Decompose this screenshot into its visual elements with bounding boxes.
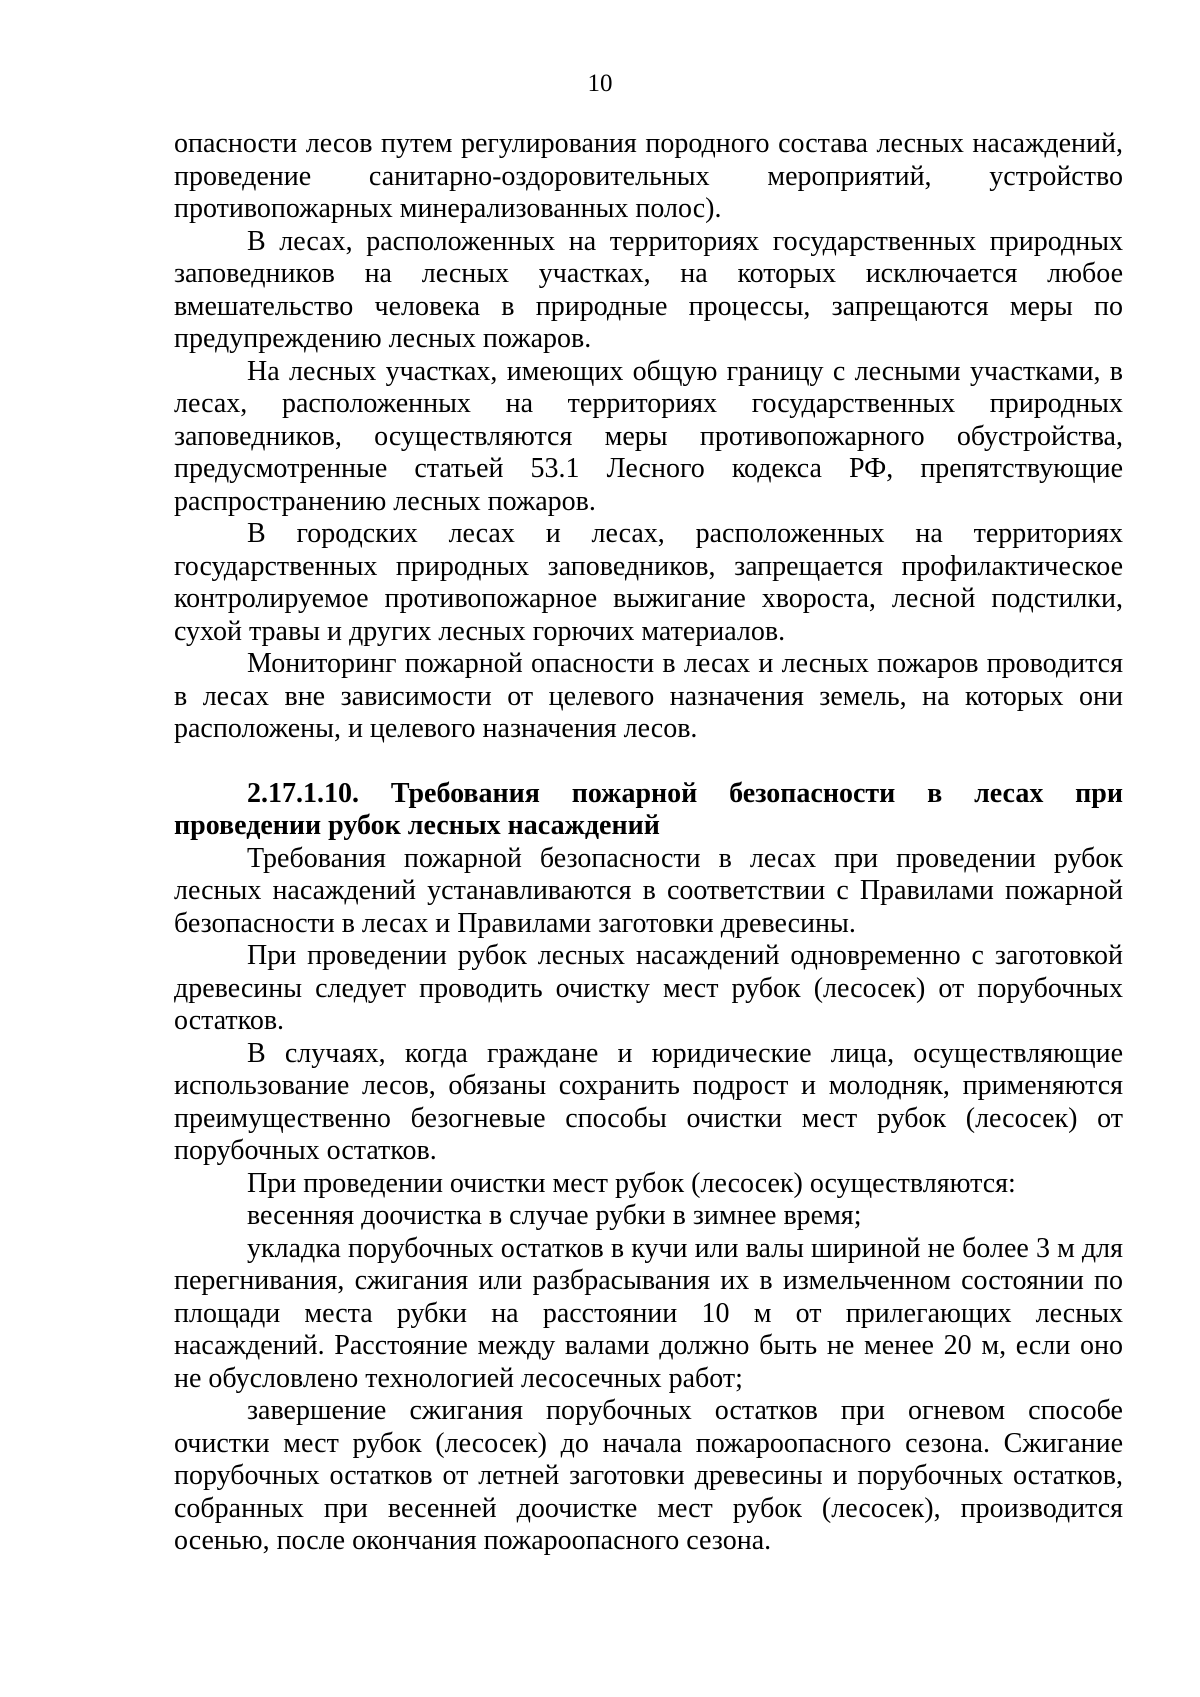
paragraph-monitoring: Мониторинг пожарной опасности в лесах и лесных пожаров проводится в лесах вне зависимости от целевого назначения земель, на которых они расположены, и целевого назначения лесов.: [174, 648, 1123, 744]
list-item-burning-completion: завершение сжигания порубочных остатков при огневом способе очистки мест рубок (лесосек) до начала пожароопасного сезона. Сжигание порубочных остатков от летней заготовки древесины и порубочных остатков, собранных при весенней доочистке мест рубок (лесосек), производится осенью, после окончания пожароопасного сезона.: [174, 1395, 1123, 1556]
section-heading: 2.17.1.10. Требования пожарной безопасности в лесах при проведении рубок лесных насаждений: [174, 777, 1123, 841]
section-spacer: [174, 746, 1123, 778]
paragraph-reserves-prohibition: В лесах, расположенных на территориях государственных природных заповедников на лесных участках, на которых исключается любое вмешательство человека в природные процессы, запрещаются меры по предупреждению лесных пожаров.: [174, 225, 1123, 354]
paragraph-border-plots: На лесных участках, имеющих общую границу с лесными участками, в лесах, расположенных на территориях государственных природных заповедников, осуществляются меры противопожарного обустройства, предусмотренные статьей 53.1 Лесного кодекса РФ, препятствующие распространению лесных пожаров.: [174, 355, 1123, 517]
list-item-piling: укладка порубочных остатков в кучи или валы шириной не более 3 м для перегнивания, сжигания или разбрасывания их в измельченном состоянии по площади места рубки на расстоянии 10 м от прилегающих лесных насаждений. Расстояние между валами должно быть не менее 20 м, если оно не обусловлено технологией лесосечных работ;: [174, 1232, 1123, 1394]
paragraph-continuation: опасности лесов путем регулирования породного состава лесных насаждений, проведение санитарно-оздоровительных мероприятий, устройство противопожарных минерализованных полос).: [174, 128, 1123, 224]
page-number: 10: [587, 70, 613, 97]
list-item-spring-cleaning: весенняя доочистка в случае рубки в зимнее время;: [247, 1200, 862, 1231]
paragraph-cleaning-intro: При проведении очистки мест рубок (лесосек) осуществляются:: [247, 1167, 1016, 1199]
paragraph-urban-forests: В городских лесах и лесах, расположенных на территориях государственных природных заповедников, запрещается профилактическое контролируемое противопожарное выжигание хвороста, лесной подстилки, сухой травы и других лесных горючих материалов.: [174, 518, 1123, 647]
paragraph-cleaning: При проведении рубок лесных насаждений одновременно с заготовкой древесины следует проводить очистку мест рубок (лесосек) от порубочных остатков.: [174, 940, 1123, 1036]
paragraph-fireless-methods: В случаях, когда граждане и юридические лица, осуществляющие использование лесов, обязаны сохранить подрост и молодняк, применяются преимущественно безогневые способы очистки мест рубок (лесосек) от порубочных остатков.: [174, 1037, 1123, 1166]
paragraph-requirements: Требования пожарной безопасности в лесах при проведении рубок лесных насаждений устанавливаются в соответствии с Правилами пожарной безопасности в лесах и Правилами заготовки древесины.: [174, 842, 1123, 939]
document-body: [174, 128, 1123, 1558]
